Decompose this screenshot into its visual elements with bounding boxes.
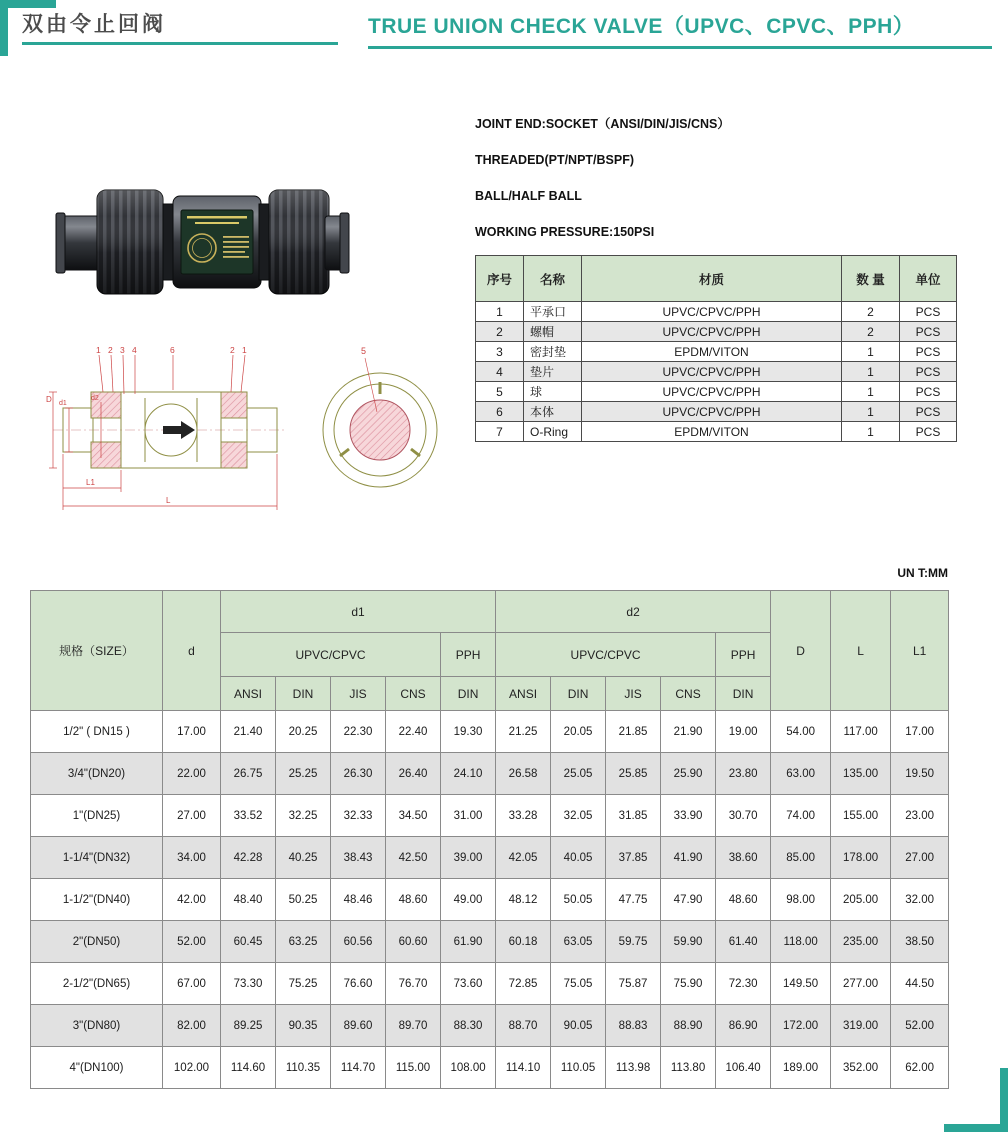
table-cell: UPVC/CPVC/PPH bbox=[582, 402, 842, 422]
table-cell: 密封垫 bbox=[524, 342, 582, 362]
table-cell: 42.28 bbox=[221, 837, 276, 879]
table-cell: 33.90 bbox=[661, 795, 716, 837]
page-title-chinese: 双由令止回阀 bbox=[22, 13, 166, 36]
accent-rule-left bbox=[22, 42, 338, 45]
unit-note: UN T:MM bbox=[897, 566, 948, 580]
table-cell: 50.25 bbox=[276, 879, 331, 921]
table-cell: 1 bbox=[842, 422, 900, 442]
table-cell: 39.00 bbox=[441, 837, 496, 879]
table-cell: 20.25 bbox=[276, 711, 331, 753]
table-cell: 110.35 bbox=[276, 1047, 331, 1089]
table-cell: 85.00 bbox=[771, 837, 831, 879]
table-cell: 155.00 bbox=[831, 795, 891, 837]
table-cell: 50.05 bbox=[551, 879, 606, 921]
dim-label-L: L bbox=[166, 496, 171, 505]
dims-col-size: 规格（SIZE） bbox=[31, 591, 163, 711]
table-cell: 73.60 bbox=[441, 963, 496, 1005]
table-cell: 34.50 bbox=[386, 795, 441, 837]
table-row bbox=[476, 422, 957, 442]
table-row bbox=[31, 879, 949, 921]
table-cell: 40.05 bbox=[551, 837, 606, 879]
table-cell: 25.05 bbox=[551, 753, 606, 795]
table-cell: 7 bbox=[476, 422, 524, 442]
table-cell: 235.00 bbox=[831, 921, 891, 963]
table-cell: 189.00 bbox=[771, 1047, 831, 1089]
table-cell: 113.80 bbox=[661, 1047, 716, 1089]
table-cell: 22.30 bbox=[331, 711, 386, 753]
table-cell: PCS bbox=[900, 402, 957, 422]
table-cell: 52.00 bbox=[891, 1005, 949, 1047]
table-cell: 33.28 bbox=[496, 795, 551, 837]
dim-label-D: D bbox=[46, 395, 52, 404]
table-row bbox=[476, 302, 957, 322]
table-cell: 48.60 bbox=[386, 879, 441, 921]
table-cell: 277.00 bbox=[831, 963, 891, 1005]
table-cell: 22.00 bbox=[163, 753, 221, 795]
table-cell: 2 bbox=[842, 302, 900, 322]
table-cell: PCS bbox=[900, 362, 957, 382]
table-cell: 21.40 bbox=[221, 711, 276, 753]
table-cell: 110.05 bbox=[551, 1047, 606, 1089]
dims-d1-din: DIN bbox=[276, 677, 331, 711]
table-cell: 352.00 bbox=[831, 1047, 891, 1089]
table-cell: 17.00 bbox=[163, 711, 221, 753]
table-cell: 114.60 bbox=[221, 1047, 276, 1089]
table-cell: 25.85 bbox=[606, 753, 661, 795]
table-cell: 19.50 bbox=[891, 753, 949, 795]
table-cell: 60.45 bbox=[221, 921, 276, 963]
parts-col-name: 名称 bbox=[524, 256, 582, 302]
table-cell: 75.90 bbox=[661, 963, 716, 1005]
table-cell: 48.40 bbox=[221, 879, 276, 921]
table-row bbox=[31, 963, 949, 1005]
dims-header-row-1 bbox=[31, 591, 949, 633]
corner-accent-top-left bbox=[0, 0, 8, 56]
table-row bbox=[31, 795, 949, 837]
table-cell: 89.60 bbox=[331, 1005, 386, 1047]
table-cell: 52.00 bbox=[163, 921, 221, 963]
ball-end-view bbox=[323, 358, 437, 487]
table-cell: 螺帽 bbox=[524, 322, 582, 342]
table-row bbox=[476, 402, 957, 422]
technical-drawing bbox=[45, 342, 455, 522]
table-cell: 72.30 bbox=[716, 963, 771, 1005]
table-cell: 47.75 bbox=[606, 879, 661, 921]
dims-d2-pph-din: DIN bbox=[716, 677, 771, 711]
product-photo bbox=[55, 166, 350, 318]
corner-accent-bottom-right bbox=[1000, 1068, 1008, 1132]
flow-arrow bbox=[163, 421, 195, 439]
table-cell: 21.90 bbox=[661, 711, 716, 753]
table-cell: 3"(DN80) bbox=[31, 1005, 163, 1047]
table-cell: 149.50 bbox=[771, 963, 831, 1005]
table-cell: 42.05 bbox=[496, 837, 551, 879]
parts-col-material: 材质 bbox=[582, 256, 842, 302]
table-cell: 60.60 bbox=[386, 921, 441, 963]
table-cell: 115.00 bbox=[386, 1047, 441, 1089]
dims-col-D: D bbox=[771, 591, 831, 711]
valve-photo-shapes bbox=[56, 190, 349, 294]
table-cell: 61.40 bbox=[716, 921, 771, 963]
table-cell: 172.00 bbox=[771, 1005, 831, 1047]
table-cell: O-Ring bbox=[524, 422, 582, 442]
table-cell: PCS bbox=[900, 382, 957, 402]
parts-col-qty: 数 量 bbox=[842, 256, 900, 302]
parts-col-no: 序号 bbox=[476, 256, 524, 302]
dims-group-d2: d2 bbox=[496, 591, 771, 633]
table-cell: UPVC/CPVC/PPH bbox=[582, 302, 842, 322]
table-cell: 平承口 bbox=[524, 302, 582, 322]
table-cell: 88.70 bbox=[496, 1005, 551, 1047]
table-cell: 2-1/2"(DN65) bbox=[31, 963, 163, 1005]
table-cell: 54.00 bbox=[771, 711, 831, 753]
table-cell: 3/4"(DN20) bbox=[31, 753, 163, 795]
table-cell: 60.18 bbox=[496, 921, 551, 963]
table-cell: 38.50 bbox=[891, 921, 949, 963]
dims-d2-cns: CNS bbox=[661, 677, 716, 711]
table-row bbox=[31, 711, 949, 753]
dim-label-d1: d1 bbox=[59, 400, 67, 407]
table-cell: 1 bbox=[842, 382, 900, 402]
table-cell: 38.60 bbox=[716, 837, 771, 879]
table-cell: 88.30 bbox=[441, 1005, 496, 1047]
table-cell: 42.00 bbox=[163, 879, 221, 921]
table-cell: 74.00 bbox=[771, 795, 831, 837]
dimension-table-body bbox=[31, 711, 949, 1089]
table-cell: UPVC/CPVC/PPH bbox=[582, 322, 842, 342]
table-row bbox=[476, 382, 957, 402]
table-cell: 31.85 bbox=[606, 795, 661, 837]
dims-d1-upvc: UPVC/CPVC bbox=[221, 633, 441, 677]
table-cell: 1-1/4"(DN32) bbox=[31, 837, 163, 879]
table-cell: 75.05 bbox=[551, 963, 606, 1005]
table-cell: 1 bbox=[476, 302, 524, 322]
parts-table bbox=[475, 255, 957, 442]
table-cell: PCS bbox=[900, 302, 957, 322]
table-cell: 2 bbox=[842, 322, 900, 342]
table-cell: 1 bbox=[842, 402, 900, 422]
dims-d1-ansi: ANSI bbox=[221, 677, 276, 711]
table-cell: 20.05 bbox=[551, 711, 606, 753]
parts-table-body bbox=[476, 302, 957, 442]
table-cell: 34.00 bbox=[163, 837, 221, 879]
table-cell: 48.46 bbox=[331, 879, 386, 921]
table-cell: 75.25 bbox=[276, 963, 331, 1005]
callout-5-ball: 5 bbox=[361, 346, 367, 356]
table-cell: 82.00 bbox=[163, 1005, 221, 1047]
table-cell: 108.00 bbox=[441, 1047, 496, 1089]
callout-1: 1 bbox=[96, 345, 101, 355]
table-cell: 30.70 bbox=[716, 795, 771, 837]
table-cell: 98.00 bbox=[771, 879, 831, 921]
table-row bbox=[476, 362, 957, 382]
table-cell: 40.25 bbox=[276, 837, 331, 879]
dims-d2-din: DIN bbox=[551, 677, 606, 711]
table-cell: 1/2" ( DN15 ) bbox=[31, 711, 163, 753]
table-cell: 球 bbox=[524, 382, 582, 402]
dims-group-d1: d1 bbox=[221, 591, 496, 633]
table-cell: 32.05 bbox=[551, 795, 606, 837]
spec-line-pressure: WORKING PRESSURE:150PSI bbox=[475, 225, 655, 239]
table-cell: 2"(DN50) bbox=[31, 921, 163, 963]
dims-d1-pph: PPH bbox=[441, 633, 496, 677]
dims-d2-upvc: UPVC/CPVC bbox=[496, 633, 716, 677]
spec-lines bbox=[475, 114, 955, 258]
dims-d1-pph-din: DIN bbox=[441, 677, 496, 711]
dims-d2-ansi: ANSI bbox=[496, 677, 551, 711]
spec-line-threaded: THREADED(PT/NPT/BSPF) bbox=[475, 153, 635, 167]
corner-accent-top-left-bar bbox=[0, 0, 56, 8]
table-cell: 114.10 bbox=[496, 1047, 551, 1089]
table-cell: 32.33 bbox=[331, 795, 386, 837]
parts-header-row bbox=[476, 256, 957, 302]
table-cell: 25.90 bbox=[661, 753, 716, 795]
table-cell: 25.25 bbox=[276, 753, 331, 795]
page-title-english: TRUE UNION CHECK VALVE（UPVC、CPVC、PPH） bbox=[368, 15, 915, 38]
table-cell: 3 bbox=[476, 342, 524, 362]
dims-d2-jis: JIS bbox=[606, 677, 661, 711]
table-cell: 19.30 bbox=[441, 711, 496, 753]
table-cell: 72.85 bbox=[496, 963, 551, 1005]
table-row bbox=[31, 1005, 949, 1047]
table-cell: 61.90 bbox=[441, 921, 496, 963]
table-cell: 22.40 bbox=[386, 711, 441, 753]
table-cell: 2 bbox=[476, 322, 524, 342]
table-cell: PCS bbox=[900, 322, 957, 342]
table-cell: 63.00 bbox=[771, 753, 831, 795]
table-cell: 114.70 bbox=[331, 1047, 386, 1089]
table-cell: EPDM/VITON bbox=[582, 422, 842, 442]
table-cell: 178.00 bbox=[831, 837, 891, 879]
callout-2b: 2 bbox=[230, 345, 235, 355]
table-cell: 19.00 bbox=[716, 711, 771, 753]
table-cell: PCS bbox=[900, 422, 957, 442]
dims-d1-cns: CNS bbox=[386, 677, 441, 711]
table-cell: PCS bbox=[900, 342, 957, 362]
table-cell: 75.87 bbox=[606, 963, 661, 1005]
table-cell: 205.00 bbox=[831, 879, 891, 921]
table-row bbox=[31, 1047, 949, 1089]
table-cell: 5 bbox=[476, 382, 524, 402]
table-row bbox=[31, 753, 949, 795]
table-cell: 67.00 bbox=[163, 963, 221, 1005]
table-cell: EPDM/VITON bbox=[582, 342, 842, 362]
table-cell: 26.58 bbox=[496, 753, 551, 795]
table-row bbox=[476, 342, 957, 362]
table-cell: 1"(DN25) bbox=[31, 795, 163, 837]
table-cell: 106.40 bbox=[716, 1047, 771, 1089]
spec-line-joint-end: JOINT END:SOCKET（ANSI/DIN/JIS/CNS） bbox=[475, 117, 730, 131]
corner-accent-bottom-right-bar bbox=[944, 1124, 1008, 1132]
dim-label-L1: L1 bbox=[86, 478, 95, 487]
table-cell: 89.25 bbox=[221, 1005, 276, 1047]
table-cell: 113.98 bbox=[606, 1047, 661, 1089]
dimension-table bbox=[30, 590, 949, 1089]
table-cell: 32.00 bbox=[891, 879, 949, 921]
table-cell: 88.90 bbox=[661, 1005, 716, 1047]
dim-label-d2: d2 bbox=[91, 395, 99, 402]
table-cell: 26.30 bbox=[331, 753, 386, 795]
dimension-labels bbox=[46, 345, 366, 505]
table-cell: 63.25 bbox=[276, 921, 331, 963]
table-row bbox=[476, 322, 957, 342]
table-cell: 33.52 bbox=[221, 795, 276, 837]
table-cell: 1 bbox=[842, 342, 900, 362]
table-cell: UPVC/CPVC/PPH bbox=[582, 382, 842, 402]
accent-rule-right bbox=[368, 46, 992, 49]
table-cell: 4"(DN100) bbox=[31, 1047, 163, 1089]
table-cell: 118.00 bbox=[771, 921, 831, 963]
table-cell: 本体 bbox=[524, 402, 582, 422]
table-cell: 17.00 bbox=[891, 711, 949, 753]
dims-d2-pph: PPH bbox=[716, 633, 771, 677]
table-cell: 49.00 bbox=[441, 879, 496, 921]
parts-col-unit: 单位 bbox=[900, 256, 957, 302]
table-cell: 48.12 bbox=[496, 879, 551, 921]
table-cell: 89.70 bbox=[386, 1005, 441, 1047]
table-row bbox=[31, 921, 949, 963]
table-cell: 27.00 bbox=[891, 837, 949, 879]
spec-line-ball: BALL/HALF BALL bbox=[475, 189, 582, 203]
table-cell: 24.10 bbox=[441, 753, 496, 795]
table-cell: 1-1/2"(DN40) bbox=[31, 879, 163, 921]
table-cell: 135.00 bbox=[831, 753, 891, 795]
table-cell: 73.30 bbox=[221, 963, 276, 1005]
table-cell: 6 bbox=[476, 402, 524, 422]
table-cell: 47.90 bbox=[661, 879, 716, 921]
table-cell: 21.25 bbox=[496, 711, 551, 753]
table-cell: 26.75 bbox=[221, 753, 276, 795]
table-cell: 垫片 bbox=[524, 362, 582, 382]
callout-2: 2 bbox=[108, 345, 113, 355]
table-cell: 76.70 bbox=[386, 963, 441, 1005]
dims-d1-jis: JIS bbox=[331, 677, 386, 711]
table-cell: 41.90 bbox=[661, 837, 716, 879]
table-cell: 23.00 bbox=[891, 795, 949, 837]
dims-col-L1: L1 bbox=[891, 591, 949, 711]
table-cell: 90.05 bbox=[551, 1005, 606, 1047]
table-cell: 102.00 bbox=[163, 1047, 221, 1089]
table-cell: 26.40 bbox=[386, 753, 441, 795]
table-cell: 319.00 bbox=[831, 1005, 891, 1047]
table-cell: 48.60 bbox=[716, 879, 771, 921]
table-cell: UPVC/CPVC/PPH bbox=[582, 362, 842, 382]
table-cell: 59.90 bbox=[661, 921, 716, 963]
table-row bbox=[31, 837, 949, 879]
table-cell: 37.85 bbox=[606, 837, 661, 879]
dims-col-d: d bbox=[163, 591, 221, 711]
table-cell: 4 bbox=[476, 362, 524, 382]
table-cell: 62.00 bbox=[891, 1047, 949, 1089]
table-cell: 27.00 bbox=[163, 795, 221, 837]
table-cell: 44.50 bbox=[891, 963, 949, 1005]
callout-6: 6 bbox=[170, 345, 175, 355]
table-cell: 90.35 bbox=[276, 1005, 331, 1047]
table-cell: 86.90 bbox=[716, 1005, 771, 1047]
table-cell: 32.25 bbox=[276, 795, 331, 837]
table-cell: 42.50 bbox=[386, 837, 441, 879]
table-cell: 23.80 bbox=[716, 753, 771, 795]
table-cell: 1 bbox=[842, 362, 900, 382]
table-cell: 60.56 bbox=[331, 921, 386, 963]
table-cell: 31.00 bbox=[441, 795, 496, 837]
table-cell: 88.83 bbox=[606, 1005, 661, 1047]
table-cell: 63.05 bbox=[551, 921, 606, 963]
table-cell: 59.75 bbox=[606, 921, 661, 963]
dims-col-L: L bbox=[831, 591, 891, 711]
callout-4: 4 bbox=[132, 345, 137, 355]
table-cell: 38.43 bbox=[331, 837, 386, 879]
table-cell: 117.00 bbox=[831, 711, 891, 753]
table-cell: 21.85 bbox=[606, 711, 661, 753]
callout-1b: 1 bbox=[242, 345, 247, 355]
table-cell: 76.60 bbox=[331, 963, 386, 1005]
callout-3: 3 bbox=[120, 345, 125, 355]
